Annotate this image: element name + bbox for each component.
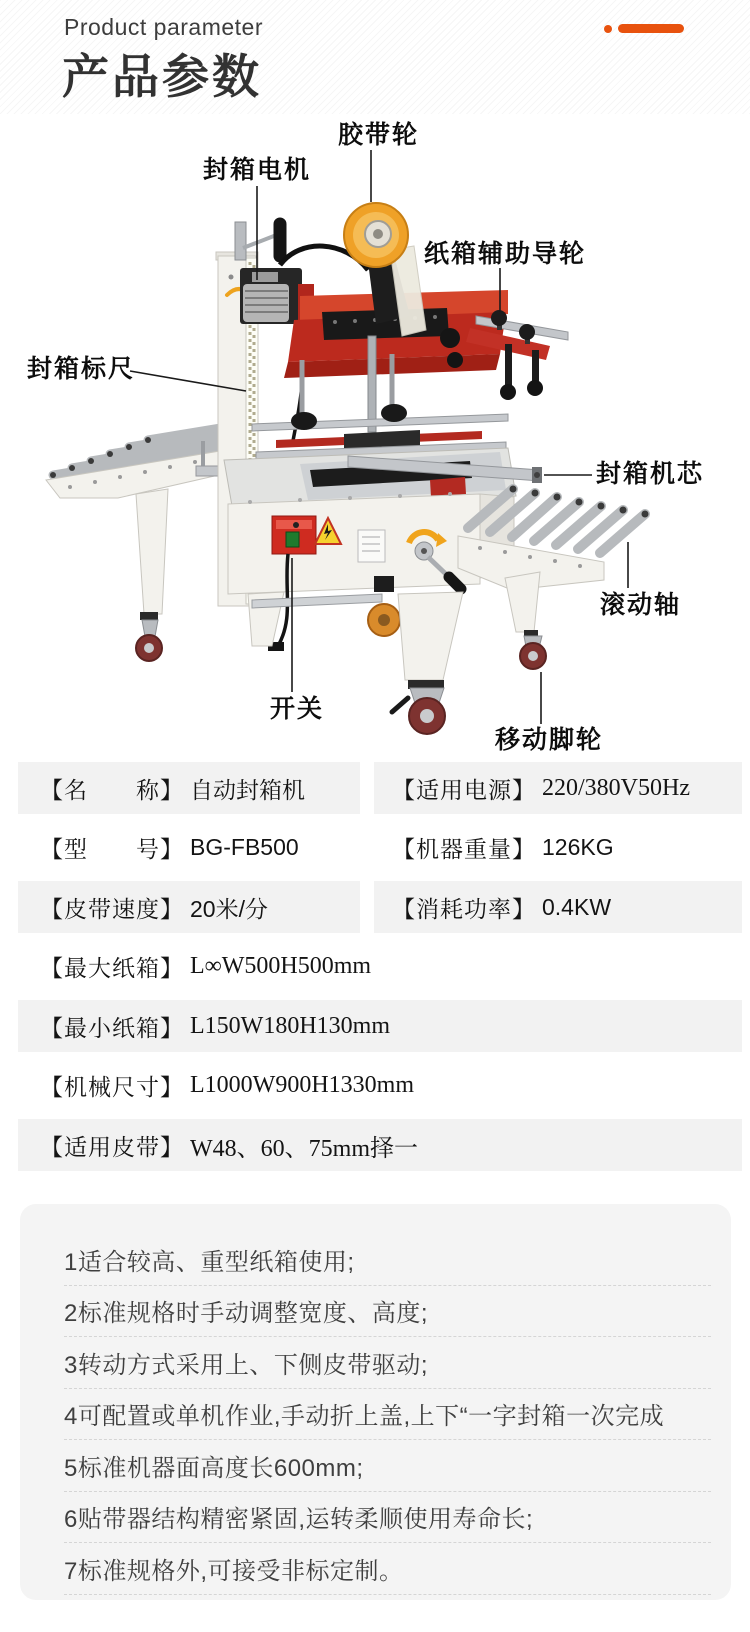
spec-label: 【最小纸箱】: [40, 1014, 184, 1041]
spec-value: W48、60、75mm择一: [190, 1135, 418, 1162]
spec-table: [0, 762, 750, 1179]
spec-cell-max-carton: [18, 941, 742, 993]
feature-item-7: 7标准规格外,可接受非标定制。: [64, 1543, 711, 1595]
spec-label: 【名 称】: [40, 776, 184, 803]
spec-value: 220/380V50Hz: [542, 774, 690, 801]
inner-leg: [248, 592, 382, 646]
label-sealing-ruler: 封箱标尺: [27, 355, 136, 383]
machine-illustration: [0, 114, 750, 762]
spec-value: 0.4KW: [542, 893, 612, 920]
page-title: 产品参数: [62, 50, 262, 103]
feature-item-6: 6贴带器结构精密紧固,运转柔顺使用寿命长;: [64, 1492, 711, 1544]
label-moving-casters: 移动脚轮: [495, 726, 604, 754]
right-table-leg: [505, 572, 540, 632]
tape-roll: [344, 203, 408, 267]
spec-value: 自动封箱机: [190, 776, 305, 803]
features-list: [64, 1234, 711, 1595]
spec-value: L∞W500H500mm: [190, 953, 372, 979]
label-tape-wheel: 胶带轮: [338, 121, 420, 149]
right-caster: [520, 630, 546, 669]
info-sticker: [358, 530, 385, 562]
spec-label: 【机器重量】: [392, 836, 536, 862]
spec-value: L150W180H130mm: [190, 1012, 390, 1039]
spec-row-tape-width: [0, 1119, 750, 1171]
spec-label: 【消耗功率】: [392, 895, 536, 922]
spec-row-min-carton: [0, 1000, 750, 1052]
left-caster: [136, 612, 162, 661]
spec-cell-power-consumption: [374, 881, 742, 933]
label-sealing-motor: 封箱电机: [203, 156, 312, 184]
label-power-switch: 开关: [270, 695, 325, 723]
feature-item-5: 5标准机器面高度长600mm;: [64, 1440, 711, 1492]
machine-figure: [0, 114, 750, 762]
power-switch-box: [272, 516, 316, 554]
spec-cell-power-supply: [374, 762, 742, 814]
spec-value: L1000W900H1330mm: [190, 1072, 414, 1098]
spec-cell-name: [18, 762, 360, 814]
center-leg: [398, 592, 463, 680]
feature-item-2: 2标准规格时手动调整宽度、高度;: [64, 1286, 711, 1338]
features-box: [20, 1204, 731, 1600]
feature-item-3: 3转动方式采用上、下侧皮带驱动;: [64, 1337, 711, 1389]
feature-item-1: 1适合较高、重型纸箱使用;: [64, 1234, 711, 1286]
left-table-leg: [136, 489, 168, 614]
label-carton-guide: 纸箱辅助导轮: [424, 240, 587, 268]
spec-value: 126KG: [542, 834, 614, 860]
spec-cell-model: [18, 822, 360, 874]
accent-bar-icon: [618, 24, 684, 33]
spec-cell-tape-width: [18, 1119, 742, 1171]
spec-value: BG-FB500: [190, 834, 299, 860]
center-caster: [392, 680, 445, 734]
header: [0, 0, 750, 114]
spec-label: 【机械尺寸】: [40, 1074, 184, 1100]
left-roller-table: [46, 426, 233, 614]
spec-label: 【最大纸箱】: [40, 955, 184, 981]
label-rolling-shaft: 滚动轴: [600, 591, 682, 619]
spec-row-max-carton: [0, 941, 750, 993]
spec-cell-machine-size: [18, 1060, 742, 1112]
spec-cell-belt-speed: [18, 881, 360, 933]
spec-label: 【适用电源】: [392, 776, 536, 803]
header-subtitle-en: Product parameter: [64, 14, 263, 40]
spec-label: 【型 号】: [40, 836, 184, 862]
spec-cell-weight: [374, 822, 742, 874]
spec-label: 【适用皮带】: [40, 1133, 184, 1160]
spec-value: 20米/分: [190, 895, 268, 922]
spec-row-name: [0, 762, 750, 814]
spec-row-belt-speed: [0, 881, 750, 933]
spec-cell-min-carton: [18, 1000, 742, 1052]
accent-dot-icon: [604, 25, 612, 33]
spec-row-model: [0, 822, 750, 874]
spec-row-machine-size: [0, 1060, 750, 1112]
label-sealing-core: 封箱机芯: [596, 460, 705, 488]
center-post: [368, 336, 376, 432]
feature-item-4: 4可配置或单机作业,手动折上盖,上下“一字封箱一次完成: [64, 1389, 711, 1441]
spec-label: 【皮带速度】: [40, 895, 184, 922]
